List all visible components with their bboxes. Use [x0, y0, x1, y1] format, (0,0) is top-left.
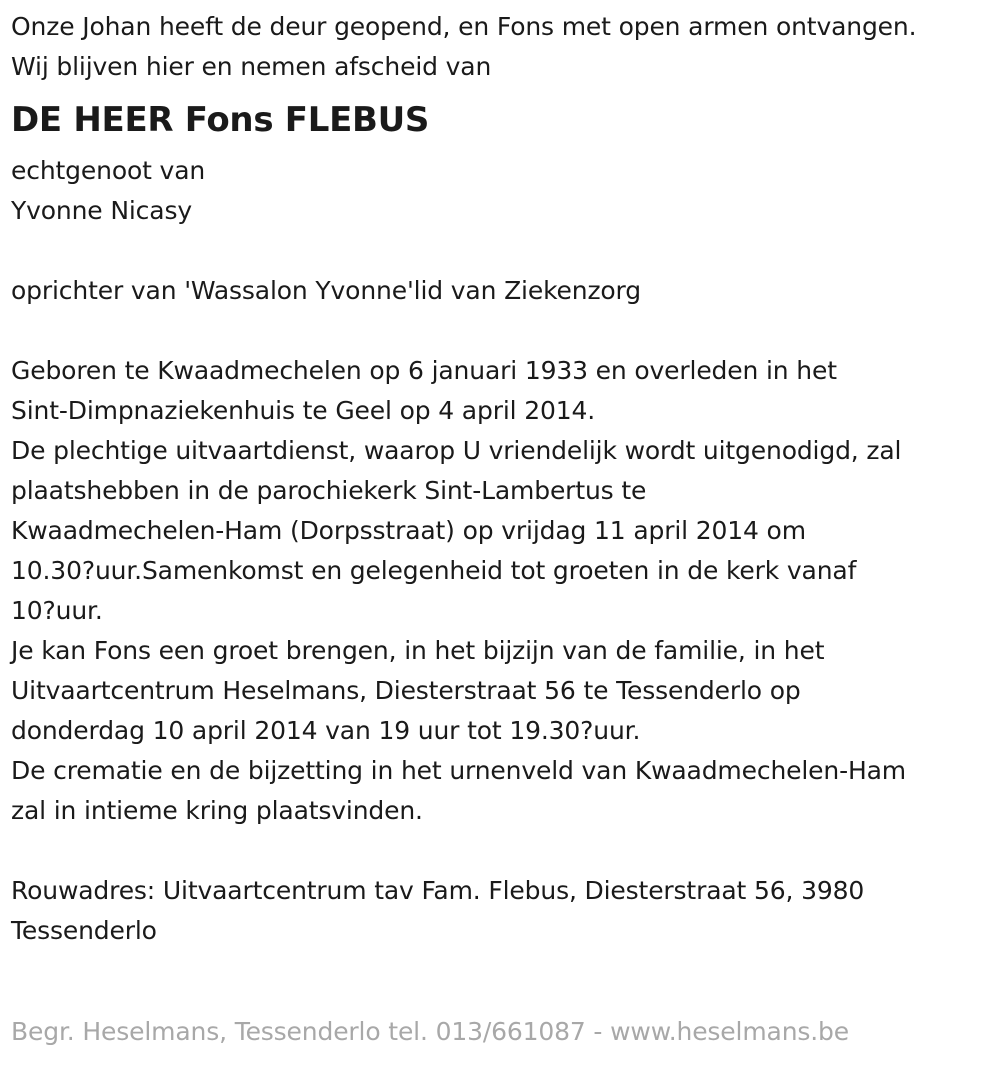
intro-line-1: Onze Johan heeft de deur geopend, en Fons met open armen ontvangen.	[11, 12, 917, 41]
spouse-name: Yvonne Nicasy	[11, 196, 192, 225]
body-line: zal in intieme kring plaatsvinden.	[11, 796, 423, 825]
body-line: Geboren te Kwaadmechelen op 6 januari 1933 en overleden in het	[11, 356, 837, 385]
body-line: donderdag 10 april 2014 van 19 uur tot 19.30?uur.	[11, 716, 641, 745]
address-line: Tessenderlo	[11, 916, 157, 945]
body-line: 10?uur.	[11, 596, 103, 625]
spacer	[11, 311, 996, 351]
deceased-name: DE HEER Fons FLEBUS	[11, 100, 430, 140]
body-line: Kwaadmechelen-Ham (Dorpsstraat) op vrijdag 11 april 2014 om	[11, 516, 806, 545]
roles-line: oprichter van 'Wassalon Yvonne'lid van Ziekenzorg	[11, 276, 641, 305]
funeral-home-footer: Begr. Heselmans, Tessenderlo tel. 013/661087 - www.heselmans.be	[11, 1017, 850, 1046]
body-line: De crematie en de bijzetting in het urnenveld van Kwaadmechelen-Ham	[11, 756, 907, 785]
spacer	[11, 831, 996, 871]
mourning-address	[11, 871, 996, 951]
body-text	[11, 351, 996, 831]
body-line: Uitvaartcentrum Heselmans, Diesterstraat 56 te Tessenderlo op	[11, 676, 801, 705]
obituary-notice	[11, 7, 996, 951]
intro-line-2: Wij blijven hier en nemen afscheid van	[11, 52, 492, 81]
address-line: Rouwadres: Uitvaartcentrum tav Fam. Flebus, Diesterstraat 56, 3980	[11, 876, 865, 905]
body-line: Je kan Fons een groet brengen, in het bijzijn van de familie, in het	[11, 636, 825, 665]
spacer	[11, 231, 996, 271]
body-line: Sint-Dimpnaziekenhuis te Geel op 4 april 2014.	[11, 396, 596, 425]
body-line: 10.30?uur.Samenkomst en gelegenheid tot groeten in de kerk vanaf	[11, 556, 857, 585]
spouse-label: echtgenoot van	[11, 156, 206, 185]
body-line: plaatshebben in de parochiekerk Sint-Lambertus te	[11, 476, 647, 505]
body-line: De plechtige uitvaartdienst, waarop U vriendelijk wordt uitgenodigd, zal	[11, 436, 902, 465]
